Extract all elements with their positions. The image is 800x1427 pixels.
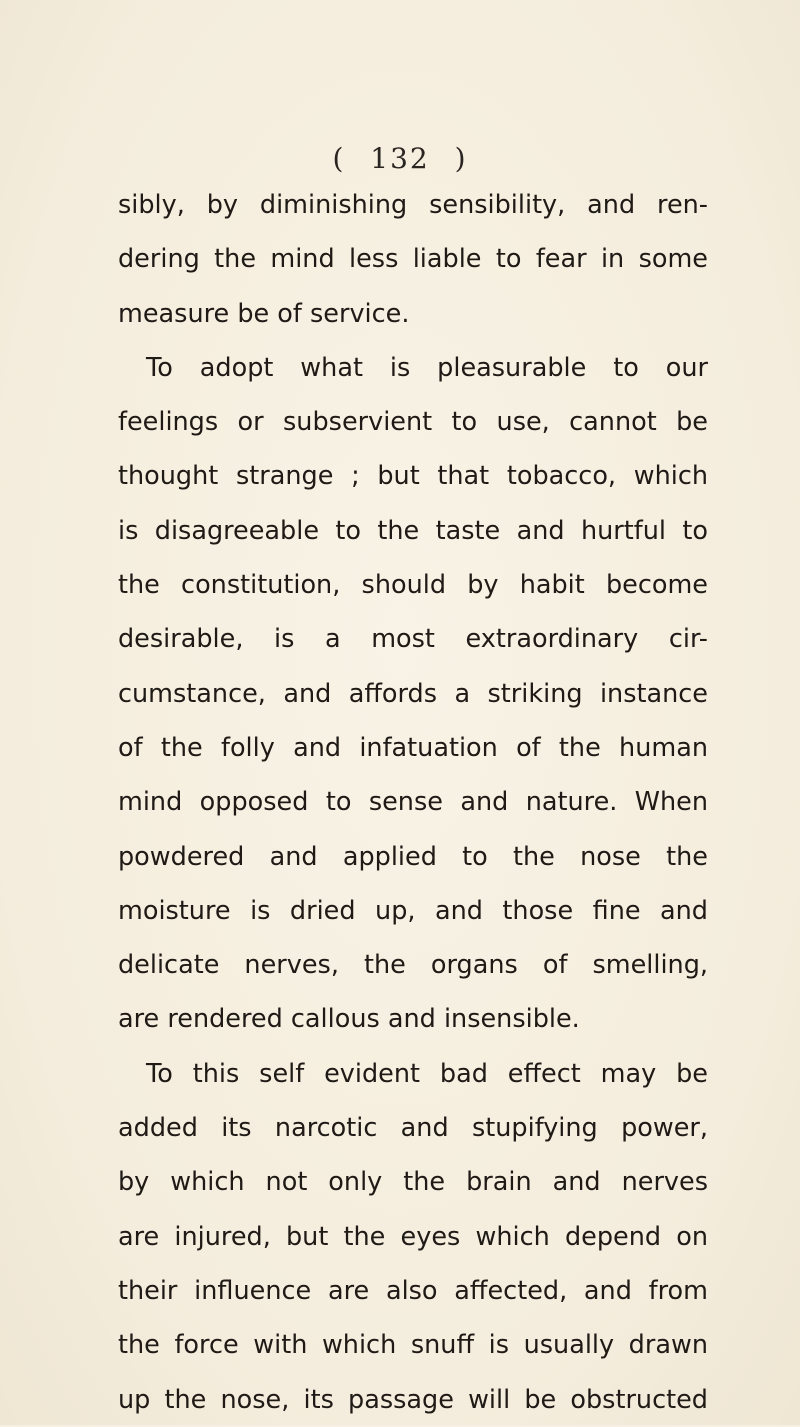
- text-line: their influence are also affected, and from: [118, 1275, 708, 1306]
- paragraph-start-line: To this self evident bad effect may be: [146, 1058, 708, 1089]
- text-line: is disagreeable to the taste and hurtful to: [118, 515, 708, 546]
- text-line: the constitution, should by habit become: [118, 570, 708, 601]
- text-line: the force with which snuff is usually drawn: [118, 1330, 708, 1361]
- text-line: delicate nerves, the organs of smelling,: [118, 950, 708, 981]
- text-line: sibly, by diminishing sensibility, and ren-: [118, 190, 708, 220]
- text-line: are rendered callous and insensible.: [118, 1004, 580, 1035]
- text-line: mind opposed to sense and nature. When: [118, 787, 708, 818]
- text-line: powdered and applied to the nose the: [118, 841, 708, 872]
- paragraph-start-line: To adopt what is pleasurable to our: [146, 352, 708, 383]
- text-line: dering the mind less liable to fear in some: [118, 244, 708, 275]
- text-line: by which not only the brain and nerves: [118, 1167, 708, 1198]
- text-line: cumstance, and affords a striking instance: [118, 678, 708, 709]
- text-body: [118, 178, 708, 1427]
- text-line: measure be of service.: [118, 298, 410, 329]
- text-line: are injured, but the eyes which depend on: [118, 1221, 708, 1252]
- text-line: added its narcotic and stupifying power,: [118, 1113, 708, 1144]
- text-line: thought strange ; but that tobacco, which: [118, 461, 708, 492]
- text-line: desirable, is a most extraordinary cir-: [118, 624, 708, 655]
- text-line: moisture is dried up, and those fine and: [118, 895, 708, 926]
- text-line: feelings or subservient to use, cannot be: [118, 407, 708, 438]
- text-line: up the nose, its passage will be obstructed: [118, 1384, 708, 1415]
- page-number: ( 132 ): [332, 142, 468, 175]
- text-line: of the folly and infatuation of the human: [118, 732, 708, 763]
